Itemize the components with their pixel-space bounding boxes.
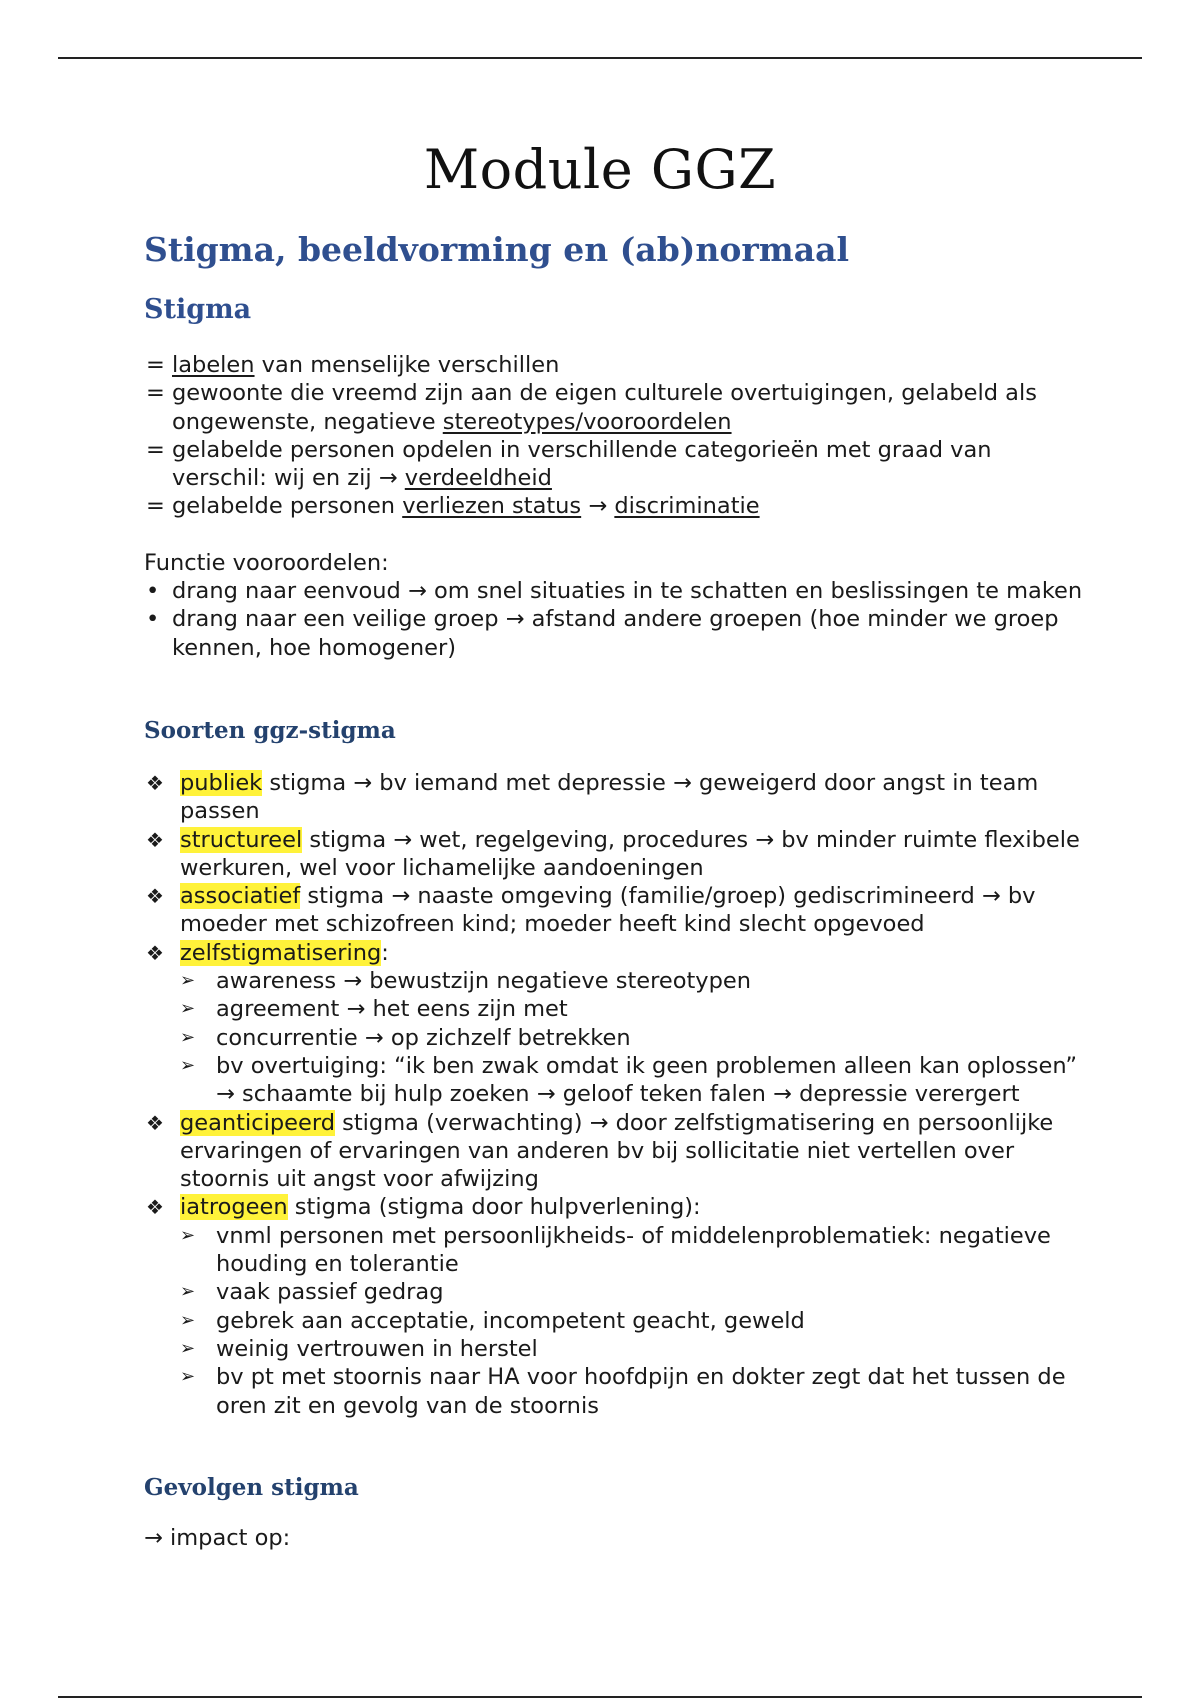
diamond-bullet-icon: ❖ — [146, 1110, 164, 1135]
bullet-text: drang naar eenvoud → om snel situaties in te schatten en beslissingen te maken — [172, 578, 1083, 605]
underlined-term: verdeeldheid — [404, 465, 552, 492]
sub-item-text: vaak passief gedrag — [216, 1279, 444, 1306]
bullet-item — [144, 577, 1084, 605]
equals-marker: = — [146, 493, 165, 520]
highlighted-term: iatrogeen — [180, 1194, 288, 1221]
arrow-bullet-icon: ➢ — [180, 998, 196, 1020]
document-title: Module GGZ — [423, 138, 777, 201]
sub-item-text: agreement → het eens zijn met — [216, 996, 568, 1023]
type-item — [144, 826, 1084, 883]
stigma-definitions — [144, 351, 1084, 662]
sub-item-text: bv overtuiging: “ik ben zwak omdat ik geen problemen alleen kan oplossen” → schaamte bij hulp zoeken → geloof teken falen → depressie verergert — [216, 1052, 1078, 1108]
diamond-bullet-icon: ❖ — [146, 827, 164, 852]
type-text: stigma (verwachting) → door zelfstigmatisering en persoonlijke ervaringen of ervaringen van anderen bv bij sollicitatie niet vertellen over stoornis uit angst voor afwijzing — [180, 1109, 1054, 1193]
highlighted-term: geanticipeerd — [180, 1109, 335, 1136]
definition-item — [144, 351, 1084, 379]
sub-item-text: gebrek aan acceptatie, incompetent geacht, geweld — [216, 1307, 805, 1334]
arrow-bullet-icon: ➢ — [180, 1026, 196, 1048]
heading-soorten: Soorten ggz-stigma — [144, 717, 396, 744]
highlighted-term: zelfstigmatisering — [180, 939, 382, 966]
underlined-term: labelen — [172, 352, 255, 378]
sub-item — [144, 1363, 1084, 1420]
diamond-bullet-icon: ❖ — [146, 771, 164, 795]
section-heading: Stigma, beeldvorming en (ab)normaal — [144, 230, 849, 269]
arrow-bullet-icon: ➢ — [180, 1366, 196, 1388]
underlined-term: stereotypes/vooroordelen — [442, 408, 732, 435]
arrow-bullet-icon: ➢ — [180, 1309, 196, 1331]
diamond-bullet-icon: ❖ — [146, 940, 164, 965]
sub-item-text: concurrentie → op zichzelf betrekken — [216, 1024, 631, 1051]
arrow-bullet-icon: ➢ — [180, 1224, 196, 1246]
sub-item — [144, 995, 1084, 1023]
type-item — [144, 882, 1084, 939]
type-text: stigma (stigma door hulpverlening): — [287, 1194, 701, 1221]
sub-item — [144, 1278, 1084, 1306]
definition-text: van menselijke verschillen — [254, 352, 560, 378]
equals-marker: = — [146, 436, 165, 463]
sub-item — [144, 1024, 1084, 1052]
diamond-bullet-icon: ❖ — [146, 1195, 164, 1220]
highlighted-term: structureel — [180, 826, 303, 853]
sub-item-text: weinig vertrouwen in herstel — [216, 1335, 538, 1362]
type-item — [144, 1193, 1084, 1221]
bullet-item — [144, 605, 1084, 662]
highlighted-term: associatief — [180, 883, 301, 910]
arrow-bullet-icon: ➢ — [180, 970, 196, 992]
type-text: stigma → bv iemand met depressie → geweigerd door angst in team passen — [180, 770, 1039, 825]
definition-item — [144, 436, 1084, 493]
bottom-rule — [58, 1696, 1142, 1698]
arrow-bullet-icon: ➢ — [180, 1337, 196, 1359]
highlighted-term: publiek — [180, 770, 263, 796]
definition-text: → — [581, 493, 615, 520]
type-item — [144, 1109, 1084, 1194]
heading-gevolgen: Gevolgen stigma — [144, 1474, 359, 1501]
definition-item — [144, 492, 1084, 520]
type-item — [144, 939, 1084, 967]
equals-marker: = — [146, 352, 165, 378]
sub-item — [144, 1307, 1084, 1335]
bullet-text: drang naar een veilige groep → afstand andere groepen (hoe minder we groep kennen, hoe homogener) — [172, 606, 1059, 661]
equals-marker: = — [146, 380, 165, 407]
stigma-types-list — [144, 769, 1084, 1420]
sub-item-text: vnml personen met persoonlijkheids- of middelenproblematiek: negatieve houding en tolerantie — [216, 1222, 1051, 1278]
bullet-marker: • — [146, 606, 160, 633]
sub-item-text: awareness → bewustzijn negatieve stereotypen — [216, 968, 752, 995]
type-text: stigma → naaste omgeving (familie/groep) gediscrimineerd → bv moeder met schizofreen kind; moeder heeft kind slecht opgevoed — [180, 883, 1036, 938]
sub-item — [144, 1052, 1084, 1109]
sub-item-text: bv pt met stoornis naar HA voor hoofdpijn en dokter zegt dat het tussen de oren zit en gevolg van de stoornis — [216, 1364, 1066, 1419]
underlined-term: verliezen status — [402, 493, 582, 520]
definition-text: gewoonte die vreemd zijn aan de eigen culturele overtuigingen, gelabeld als ongewenste, negatieve — [172, 380, 1037, 435]
diamond-bullet-icon: ❖ — [146, 884, 164, 909]
type-item — [144, 769, 1084, 826]
bullet-marker: • — [146, 578, 160, 605]
functie-label: Functie vooroordelen: — [144, 549, 389, 576]
arrow-bullet-icon: ➢ — [180, 1281, 196, 1303]
sub-item — [144, 967, 1084, 995]
sub-item — [144, 1335, 1084, 1363]
arrow-bullet-icon: ➢ — [180, 1054, 196, 1076]
sub-item — [144, 1222, 1084, 1279]
subsection-heading-stigma: Stigma — [144, 294, 252, 325]
definition-text: gelabelde personen opdelen in verschillende categorieën met graad van verschil: wij en zij → — [172, 436, 992, 492]
underlined-term: discriminatie — [614, 493, 760, 520]
top-rule — [58, 57, 1142, 59]
definition-item — [144, 379, 1084, 436]
gevolgen-text: → impact op: — [144, 1525, 291, 1551]
definition-text: gelabelde personen — [172, 493, 403, 520]
type-text: stigma → wet, regelgeving, procedures → bv minder ruimte flexibele werkuren, wel voor lichamelijke aandoeningen — [180, 826, 1080, 881]
type-text: : — [381, 939, 389, 966]
